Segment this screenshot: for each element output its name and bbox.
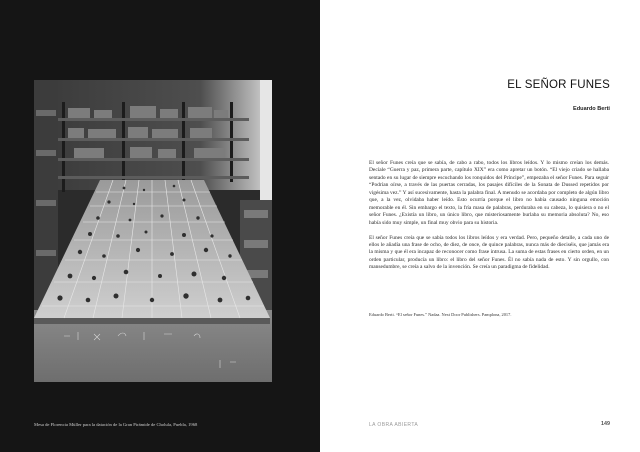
photo-image [34,80,272,382]
body-paragraph-1: El señor Funes creía que se sabía, de cabo a rabo, todos los libros leídos. Y lo mismo creían los demás. Decíale “Guerra y paz, primera parte, capítulo XIX” era como apretar un botón. “El viejo criado se hallaba sentado en su lugar de siempre escuchando los ronquidos del Príncipe”, empezaba el señor Funes. Para seguir “Podrían oírse, a través de las puertas cerradas, los pasajes difíciles de la Sonata de Dussed repetidos por vigésima vez.” Y así sucesivamente, hasta la palabra final. A menudo se acordaba por completo de algún libro que, a la vez, olvidaba haber leído. Esto ocurría porque el libro no había causado ninguna emoción memorable en él. Sin embargo el texto, la fría masa de palabras, perduraba en su cabeza, lo quisiera o no el señor Funes. ¿Existía un libro, un único libro, que misteriosamente burlaba su memoria absoluta? No, eso había sido muy simple, un final muy obvio para su historia. [369,160,609,226]
article-title: EL SEÑOR FUNES [507,79,610,91]
running-footer-section: LA OBRA ABIERTA [369,422,419,428]
source-citation: Eduardo Berti. “El señor Funes.” Nadaa. Next Door Publishers. Pamplona, 2017. [369,312,512,317]
author-name: Eduardo Berti [573,106,610,112]
photo-caption: Mesa de Florencia Müller para la datación de la Gran Pirámide de Cholula, Puebla, 1968 [34,422,198,427]
page-number: 149 [601,421,610,427]
body-paragraph-2: El señor Funes creía que se sabía todos los libros leídos y era verdad. Pero, pequeño detalle, a cada uno de ellos le añadía una frase de ocho, de diez, de once, de quince palabras, nunca más de dieciséis, que jamás era la misma y que él era incapaz de reconocer como frase intrusa. La suma de estas frases en cierto orden, en un orden particular, producía un libro: el libro del señor Funes. Él no sabía nada de esto. Y sin orgullo, con mansedumbre, se creía a salvo de la invención. Se creía un paradigma de fidelidad. [369,234,609,271]
article-body [369,160,609,279]
archive-photograph [34,80,272,382]
